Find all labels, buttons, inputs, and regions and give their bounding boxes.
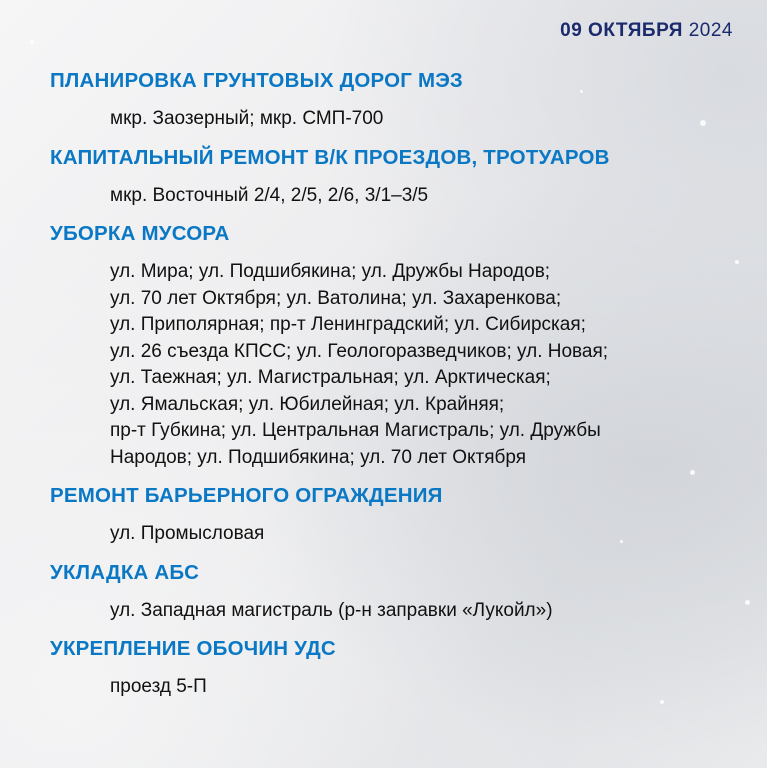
section-heading: РЕМОНТ БАРЬЕРНОГО ОГРАЖДЕНИЯ [50, 484, 443, 507]
date-day: 09 ОКТЯБРЯ [560, 20, 683, 41]
section-heading: УКРЕПЛЕНИЕ ОБОЧИН УДС [50, 637, 336, 660]
works-list [50, 67, 755, 712]
work-section [50, 559, 755, 625]
date-header [560, 20, 733, 42]
section-heading: КАПИТАЛЬНЫЙ РЕМОНТ В/К ПРОЕЗДОВ, ТРОТУАРОВ [50, 145, 610, 169]
section-locations: мкр. Заозерный; мкр. СМП-700 [110, 108, 384, 129]
section-locations: мкр. Восточный 2/4, 2/5, 2/6, 3/1–3/5 [110, 184, 429, 206]
section-locations: проезд 5-П [110, 676, 207, 697]
section-heading: УКЛАДКА АБС [50, 560, 200, 584]
section-locations: ул. Западная магистраль (р-н заправки «Лукойл») [110, 599, 553, 621]
date-year: 2024 [688, 20, 733, 41]
section-heading: УБОРКА МУСОРА [50, 222, 230, 245]
work-section [50, 67, 755, 133]
work-section [50, 144, 755, 210]
work-section [50, 220, 755, 471]
section-locations: ул. Промысловая [110, 523, 265, 544]
section-heading: ПЛАНИРОВКА ГРУНТОВЫХ ДОРОГ МЭЗ [50, 69, 463, 92]
work-section [50, 482, 755, 548]
section-locations: ул. Мира; ул. Подшибякина; ул. Дружбы Народов; ул. 70 лет Октября; ул. Ватолина; ул. Захаренкова; ул. Приполярная; пр-т Ленинградский; ул. Сибирская; ул. 26 съезда КПСС; ул. Геологоразведчиков; ул. Новая; ул. Таежная; ул. Магистральная; ул. Арктическая; ул. Ямальская; ул. Юбилейная; ул. Крайняя; пр-т Губкина; ул. Центральная Магистраль; ул. Дружбы Народов; ул. Подшибякина; ул. 70 лет Октября [110, 261, 609, 468]
work-section [50, 635, 755, 701]
